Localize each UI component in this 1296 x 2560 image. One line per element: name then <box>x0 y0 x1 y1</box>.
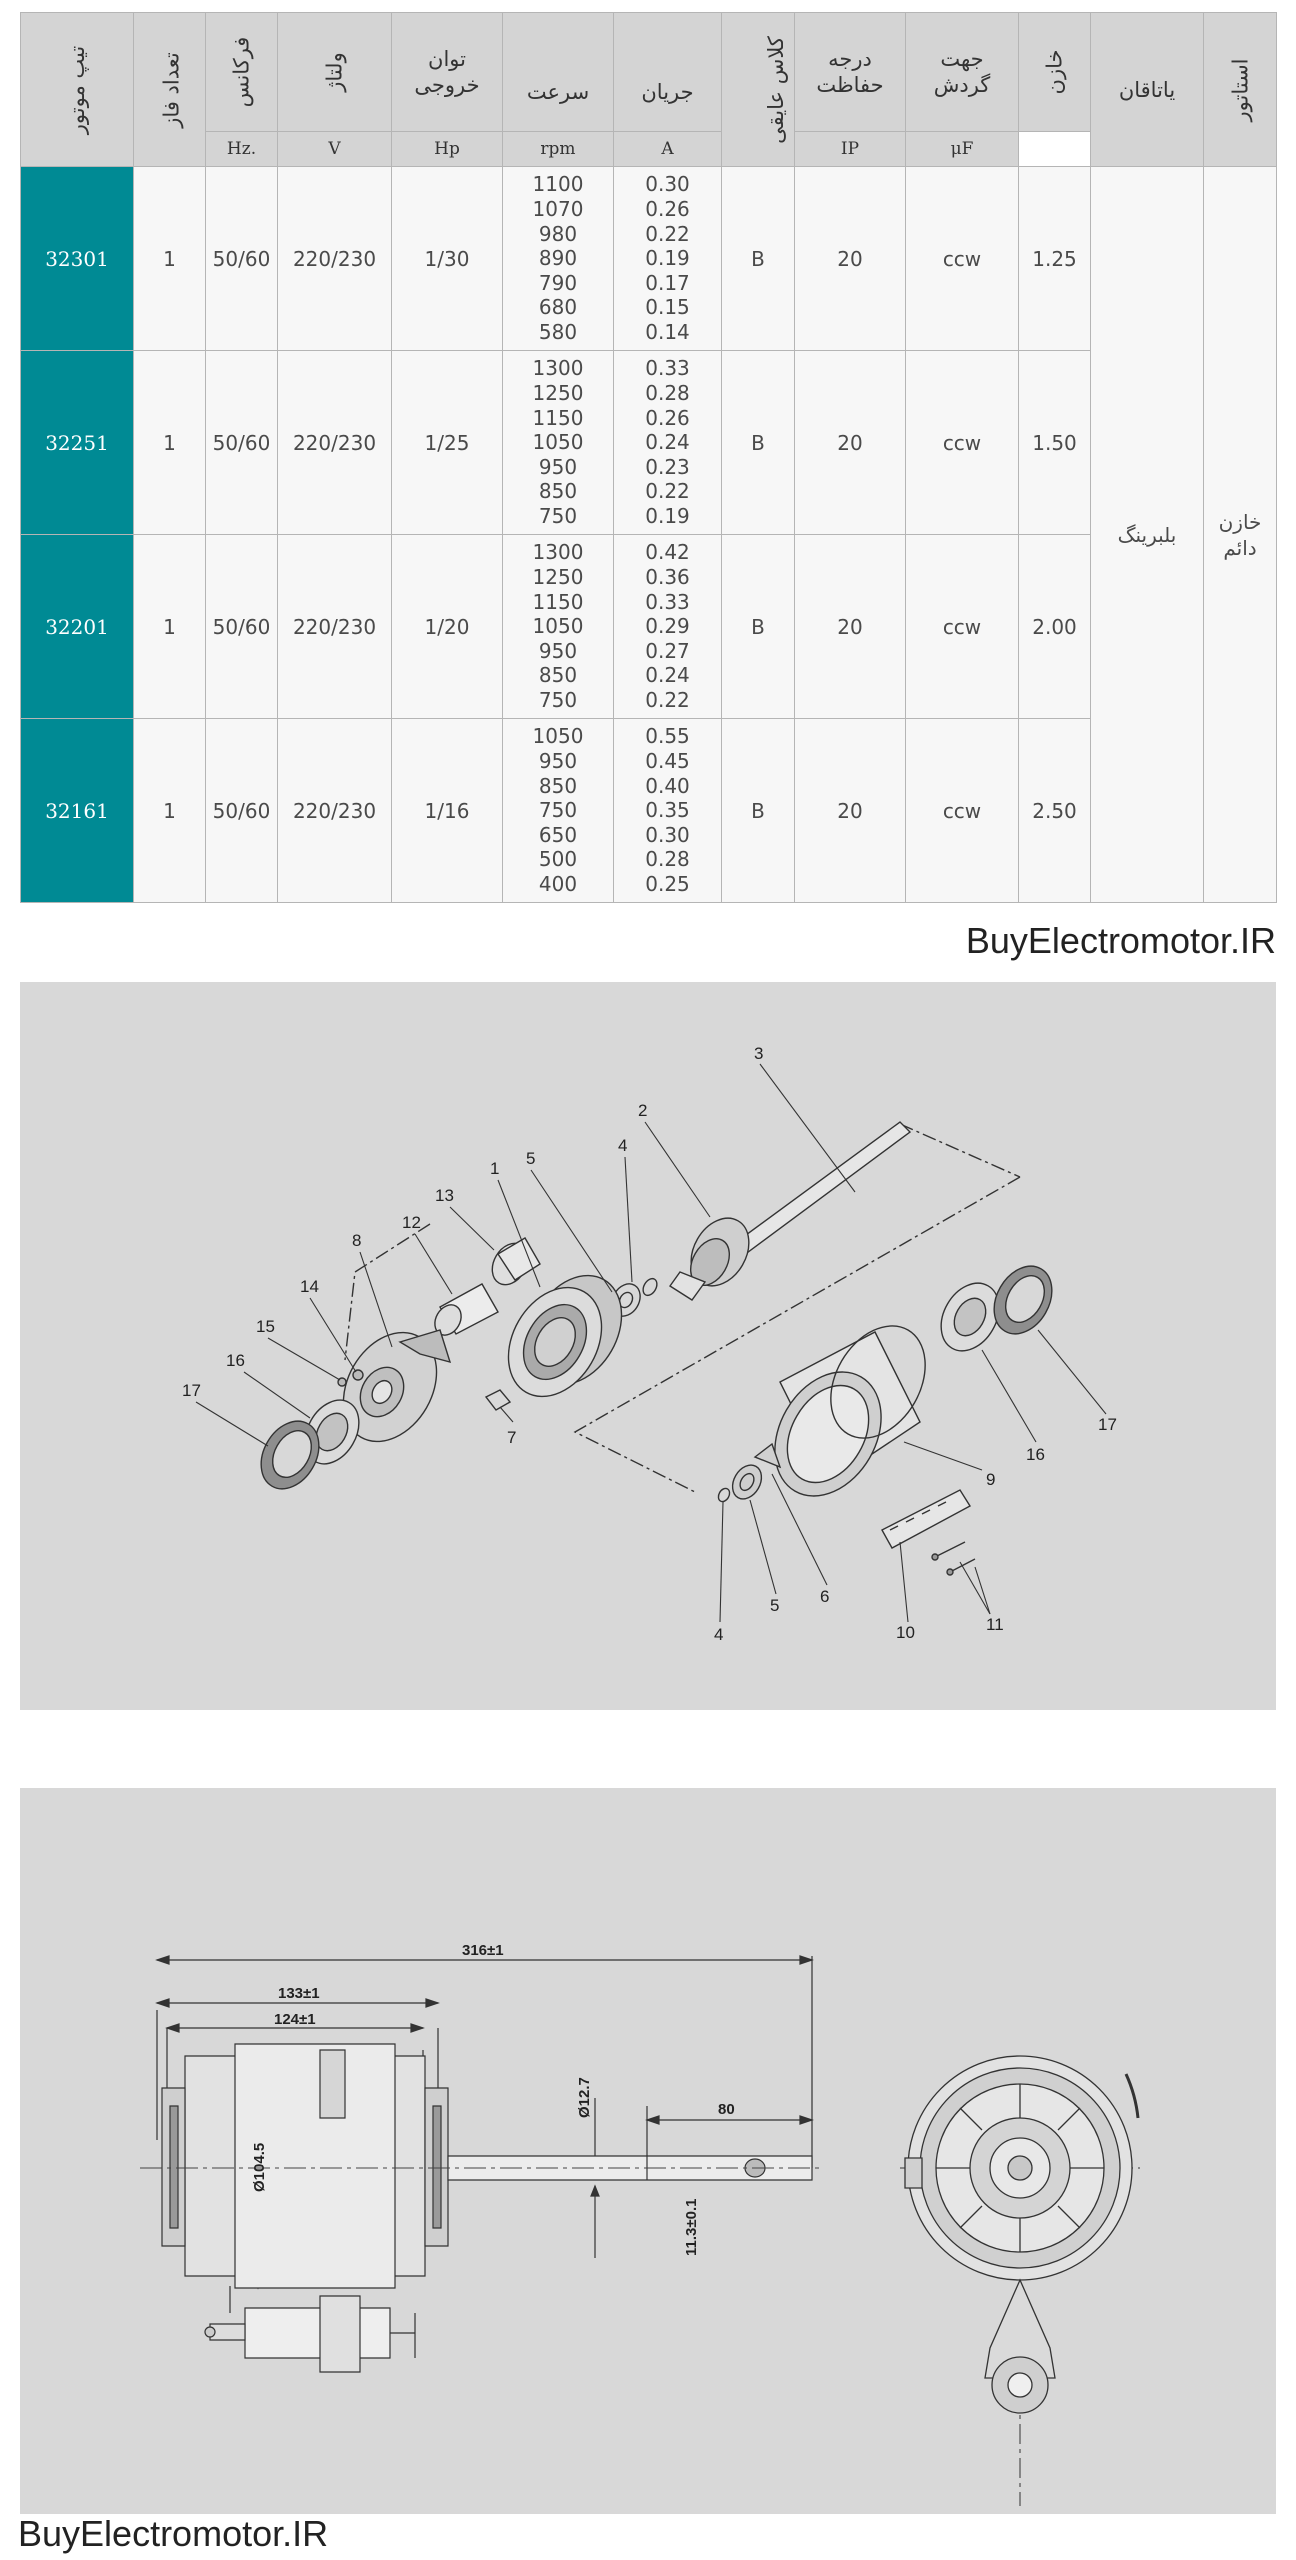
unit-frequency: Hz. <box>206 132 278 167</box>
dim-shaft-diameter: Ø12.7 <box>576 2077 593 2118</box>
stack-value: 1150 <box>532 405 584 430</box>
stack-value: 0.24 <box>645 663 690 688</box>
exploded-view-panel <box>20 982 1276 1710</box>
stack-value: 1150 <box>532 589 584 614</box>
voltage-cell: 220/230 <box>278 535 392 719</box>
part-label-7: 7 <box>507 1428 517 1447</box>
stack-value: 0.35 <box>645 798 690 823</box>
part-label-8: 8 <box>352 1231 362 1250</box>
stack-value: 0.28 <box>645 381 690 406</box>
stack-value: 0.17 <box>645 270 690 295</box>
voltage-cell: 220/230 <box>278 351 392 535</box>
table-row <box>21 351 1277 535</box>
watermark-top: BuyElectromotor.IR <box>965 920 1276 961</box>
part-label-16-right: 16 <box>1026 1445 1045 1464</box>
header-capacitor: خازن <box>1019 13 1091 132</box>
stack-value: 0.28 <box>645 847 690 872</box>
part-label-9: 9 <box>986 1470 996 1489</box>
header-stator: استاتور <box>1204 13 1277 167</box>
header-power: توان خروجی <box>392 13 503 132</box>
insulation-cell: B <box>722 719 795 903</box>
stack-value: 1300 <box>532 356 584 381</box>
header-insulation: کلاس عایقی <box>722 13 795 167</box>
table-row <box>21 535 1277 719</box>
unit-voltage: V <box>278 132 392 167</box>
stack-value: 1100 <box>532 172 584 197</box>
stack-value: 790 <box>538 270 578 295</box>
stack-value: 500 <box>538 847 578 872</box>
capacitor-cell: 1.50 <box>1019 351 1091 535</box>
part-label-14: 14 <box>300 1277 319 1296</box>
stack-value: 950 <box>538 454 578 479</box>
header-voltage: ولتاژ <box>278 13 392 132</box>
capacitor-cell: 1.25 <box>1019 167 1091 351</box>
exploded-view-drawing <box>20 982 1276 1710</box>
stack-value: 0.33 <box>645 589 690 614</box>
power-cell: 1/30 <box>392 167 503 351</box>
stack-value: 1250 <box>532 381 584 406</box>
protection-cell: 20 <box>795 351 906 535</box>
header-protection: درجه حفاظت <box>795 13 906 132</box>
stack-value: 0.15 <box>645 295 690 320</box>
stack-value: 850 <box>538 479 578 504</box>
power-cell: 1/16 <box>392 719 503 903</box>
rotation-cell: ccw <box>906 535 1019 719</box>
stack-value: 650 <box>538 822 578 847</box>
part-label-5: 5 <box>526 1149 536 1168</box>
part-label-17-left: 17 <box>182 1381 201 1400</box>
current-cell <box>614 167 722 351</box>
stack-value: 750 <box>538 503 578 528</box>
stack-value: 0.22 <box>645 479 690 504</box>
stack-value: 0.26 <box>645 197 690 222</box>
stack-value: 0.30 <box>645 822 690 847</box>
stack-value: 0.26 <box>645 405 690 430</box>
part-label-4-lower: 4 <box>714 1625 724 1644</box>
insulation-cell: B <box>722 535 795 719</box>
stack-value: 0.24 <box>645 430 690 455</box>
current-cell <box>614 719 722 903</box>
stack-value: 0.45 <box>645 749 690 774</box>
stack-value: 1070 <box>532 197 584 222</box>
speed-cell <box>503 535 614 719</box>
part-label-16-left: 16 <box>226 1351 245 1370</box>
stack-value: 680 <box>538 295 578 320</box>
part-label-13: 13 <box>435 1186 454 1205</box>
insulation-cell: B <box>722 351 795 535</box>
stack-value: 980 <box>538 221 578 246</box>
phases-cell: 1 <box>134 719 206 903</box>
part-label-1: 1 <box>490 1159 500 1178</box>
dim-body-length: 124±1 <box>274 2011 316 2028</box>
part-label-17-right: 17 <box>1098 1415 1117 1434</box>
dim-body-diameter: Ø104.5 <box>251 2142 268 2192</box>
stack-value: 0.36 <box>645 565 690 590</box>
stack-value: 750 <box>538 687 578 712</box>
part-label-12: 12 <box>402 1213 421 1232</box>
unit-power: Hp <box>392 132 503 167</box>
dim-shaft-flat: 11.3±0.1 <box>683 2198 700 2256</box>
stack-value: 1250 <box>532 565 584 590</box>
stack-value: 750 <box>538 798 578 823</box>
stack-value: 950 <box>538 749 578 774</box>
phases-cell: 1 <box>134 167 206 351</box>
stack-value: 0.29 <box>645 614 690 639</box>
stator-cell: خازن دائم <box>1204 167 1277 903</box>
capacitor-cell: 2.00 <box>1019 535 1091 719</box>
header-phases: تعداد فاز <box>134 13 206 167</box>
unit-capacitor: μF <box>906 132 1019 167</box>
header-current: جریان <box>614 13 722 132</box>
type-cell: 32251 <box>21 351 134 535</box>
stack-value: 0.22 <box>645 221 690 246</box>
dimension-drawing <box>20 1788 1276 2514</box>
protection-cell: 20 <box>795 535 906 719</box>
stack-value: 890 <box>538 246 578 271</box>
part-label-11: 11 <box>986 1615 1004 1634</box>
stack-value: 400 <box>538 871 578 896</box>
header-rotation: جهت گردش <box>906 13 1019 132</box>
unit-speed: rpm <box>503 132 614 167</box>
speed-cell <box>503 351 614 535</box>
frequency-cell: 50/60 <box>206 351 278 535</box>
speed-cell <box>503 167 614 351</box>
stack-value: 580 <box>538 319 578 344</box>
header-speed: سرعت <box>503 13 614 132</box>
protection-cell: 20 <box>795 167 906 351</box>
capacitor-cell: 2.50 <box>1019 719 1091 903</box>
dim-flange-length: 133±1 <box>278 1985 320 2002</box>
table-row <box>21 167 1277 351</box>
rotation-cell: ccw <box>906 719 1019 903</box>
power-cell: 1/20 <box>392 535 503 719</box>
stack-value: 1050 <box>532 614 584 639</box>
header-bearing: یاتاقان <box>1091 13 1204 167</box>
stack-value: 850 <box>538 663 578 688</box>
phases-cell: 1 <box>134 535 206 719</box>
part-label-5-lower: 5 <box>770 1596 780 1615</box>
rotation-cell: ccw <box>906 351 1019 535</box>
type-cell: 32201 <box>21 535 134 719</box>
power-cell: 1/25 <box>392 351 503 535</box>
stack-value: 850 <box>538 773 578 798</box>
stack-value: 0.30 <box>645 172 690 197</box>
stack-value: 0.22 <box>645 687 690 712</box>
unit-protection: IP <box>795 132 906 167</box>
stack-value: 0.55 <box>645 724 690 749</box>
part-label-3: 3 <box>754 1044 764 1063</box>
rotation-cell: ccw <box>906 167 1019 351</box>
current-cell <box>614 535 722 719</box>
part-label-6: 6 <box>820 1587 830 1606</box>
phases-cell: 1 <box>134 351 206 535</box>
part-label-2: 2 <box>638 1101 648 1120</box>
frequency-cell: 50/60 <box>206 535 278 719</box>
insulation-cell: B <box>722 167 795 351</box>
dim-overall-length: 316±1 <box>462 1942 504 1959</box>
speed-cell <box>503 719 614 903</box>
stack-value: 1050 <box>532 724 584 749</box>
stack-value: 0.33 <box>645 356 690 381</box>
stack-value: 950 <box>538 638 578 663</box>
dimension-drawing-panel <box>20 1788 1276 2514</box>
stack-value: 0.42 <box>645 540 690 565</box>
part-label-15: 15 <box>256 1317 275 1336</box>
voltage-cell: 220/230 <box>278 167 392 351</box>
frequency-cell: 50/60 <box>206 719 278 903</box>
stack-value: 0.19 <box>645 503 690 528</box>
spec-table <box>20 12 1277 903</box>
header-frequency: فرکانس <box>206 13 278 132</box>
stack-value: 0.14 <box>645 319 690 344</box>
type-cell: 32301 <box>21 167 134 351</box>
bearing-cell: بلبرینگ <box>1091 167 1204 903</box>
protection-cell: 20 <box>795 719 906 903</box>
watermark-bottom: BuyElectromotor.IR <box>18 2513 329 2554</box>
voltage-cell: 220/230 <box>278 719 392 903</box>
dim-shaft-key-length: 80 <box>718 2101 735 2118</box>
stack-value: 0.25 <box>645 871 690 896</box>
current-cell <box>614 351 722 535</box>
frequency-cell: 50/60 <box>206 167 278 351</box>
type-cell: 32161 <box>21 719 134 903</box>
stack-value: 0.40 <box>645 773 690 798</box>
stack-value: 0.19 <box>645 246 690 271</box>
unit-current: A <box>614 132 722 167</box>
stack-value: 1300 <box>532 540 584 565</box>
part-label-4: 4 <box>618 1136 628 1155</box>
header-type: تیپ موتور <box>21 13 134 167</box>
stack-value: 0.27 <box>645 638 690 663</box>
stack-value: 1050 <box>532 430 584 455</box>
table-row <box>21 719 1277 903</box>
stack-value: 0.23 <box>645 454 690 479</box>
part-label-10: 10 <box>896 1623 915 1642</box>
